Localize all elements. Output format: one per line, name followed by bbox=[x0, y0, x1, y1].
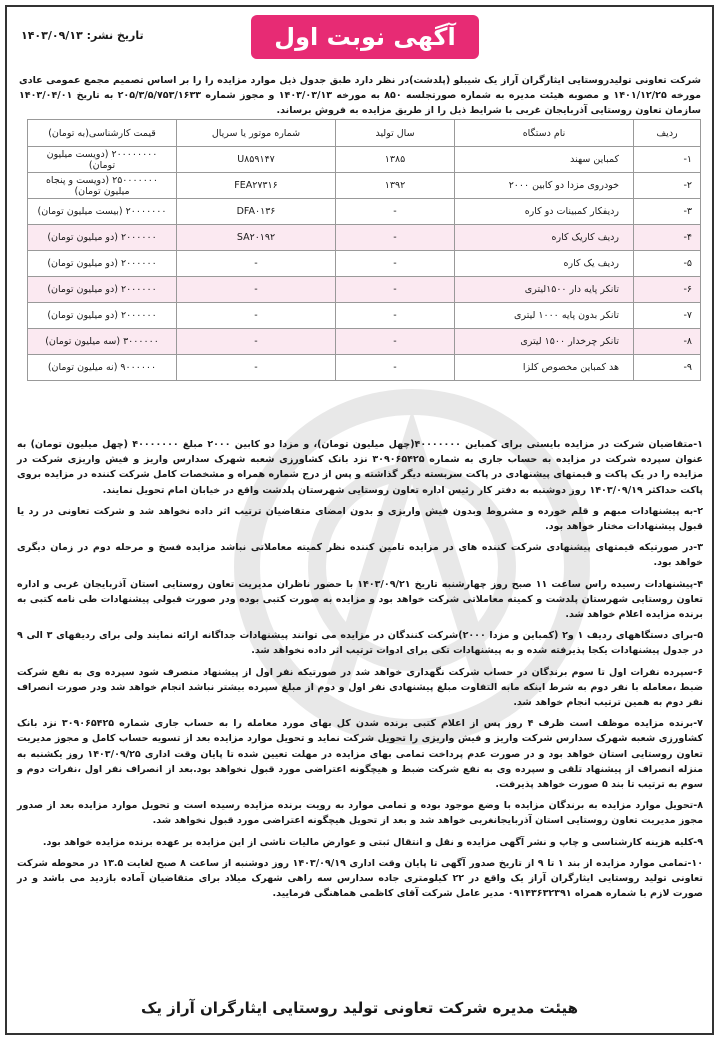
row-no: ۶- bbox=[634, 277, 701, 303]
row-no: ۳- bbox=[634, 199, 701, 225]
row-name: ردیف کاریک کاره bbox=[455, 225, 634, 251]
table-row bbox=[28, 199, 701, 225]
conditions-section bbox=[17, 437, 703, 907]
row-price: ۹۰۰۰۰۰۰ (نه میلیون تومان) bbox=[28, 355, 177, 381]
table-row bbox=[28, 355, 701, 381]
row-year: ۱۳۸۵ bbox=[336, 147, 455, 173]
publish-date: تاریخ نشر: ۱۴۰۳/۰۹/۱۳ bbox=[21, 29, 144, 42]
row-no: ۵- bbox=[634, 251, 701, 277]
row-serial: FEA۲۷۳۱۶ bbox=[177, 173, 336, 199]
row-price: ۲۰۰۰۰۰۰۰۰ (دویست میلیون تومان) bbox=[28, 147, 177, 173]
row-year: - bbox=[336, 199, 455, 225]
col-header-no: ردیف bbox=[634, 120, 701, 147]
row-name: ردیف یک کاره bbox=[455, 251, 634, 277]
board-signature: هیئت مدیره شرکت تعاونی تولید روستایی ایثارگران آراز یک bbox=[140, 999, 579, 1017]
condition-item: ۱۰-تمامی موارد مزایده از بند ۱ تا ۹ از تاریخ صدور آگهی تا پایان وقت اداری ۱۴۰۳/۰۹/۱۹ روز دوشنبه از ساعت ۸ صبح لغایت ۱۳.۵ در محوطه شرکت تعاونی تولید روستایی ایثارگران آراز یک واقع در ۲۲ کیلومتری جاده سدارس سه راهی شهرک میلاد برای متقاضیان آماده بازدید می باشد و در صورت لازم با شماره همراه ۰۹۱۴۳۶۳۲۳۹۱ مدیر عامل شرکت آقای کاظمی هماهنگی فرمایید. bbox=[17, 857, 704, 900]
condition-item: ۷-برنده مزایده موظف است ظرف ۴ روز پس از اعلام کتبی برنده شدن کل بهای مورد معامله را به حساب جاری شماره ۳۰۹۰۶۵۴۲۵ نزد بانک کشاورزی شعبه شهرک سدارس شرکت واریز و فیش واریزی را تحویل شرکت نماید و تحویل موارد مزایده بعد از تسویه حساب کامل و مجوز مدیریت تعاون روستایی استان خواهد بود و در صورت عدم پرداخت تمامی بهای مزایده در مهلت تعیین شده تا پایان وقت اداری ۱۴۰۳/۰۹/۲۵ روز یکشنبه به منزله انصراف از پیشنهاد تلقی و سپرده وی به نفع شرکت ضبط و هیچگونه اعتراضی مورد قبول نخواهد بود.بعد از انصراف نفر اول ،نفرات دوم و سوم به ترتیب تا بند ۵ صورت خواهد پذیرفت. bbox=[17, 718, 703, 791]
row-serial: - bbox=[177, 303, 336, 329]
row-name: تانکر چرخدار ۱۵۰۰ لیتری bbox=[455, 329, 634, 355]
row-serial: - bbox=[177, 277, 336, 303]
table-row bbox=[28, 277, 701, 303]
condition-item: ۲-به پیشنهادات مبهم و قلم خورده و مشروط وبدون فیش واریزی و بدون امضای متقاضیان ترتیب اثر داده نخواهد شد و شرکت تعاونی در رد یا قبول پیشنهادات مختار خواهد بود. bbox=[17, 505, 703, 533]
col-header-price: قیمت کارشناسی(به تومان) bbox=[28, 120, 177, 147]
row-price: ۲۵۰۰۰۰۰۰۰ (دویست و پنجاه میلیون تومان) bbox=[28, 173, 177, 199]
row-price: ۲۰۰۰۰۰۰ (دو میلیون تومان) bbox=[28, 251, 177, 277]
row-no: ۴- bbox=[634, 225, 701, 251]
table-row bbox=[28, 147, 701, 173]
condition-item: ۱-متقاضیان شرکت در مزایده بایستی برای کمباین ۴۰۰۰۰۰۰۰(چهل میلیون تومان)، و مزدا دو کابین ۲۰۰۰ مبلغ ۴۰۰۰۰۰۰۰ (چهل میلیون تومان) به عنوان سپرده شرکت در مزایده به حساب جاری به شماره ۳۰۹۰۶۵۴۲۵ نزد بانک کشاورزی شعبه شهرک سدارس واریز و فیش واریزی شرکت در مزایده را در یک پاکت و قیمتهای پیشنهادی در پاکت سربسته دیگر گذاشته و پس از درج شماره همراه و مشخصات کامل شرکت کننده در مزایده بروی پاکت حداکثر ۱۴۰۳/۰۹/۱۹ روز دوشنبه به دفتر کار رئیس اداره تعاون روستایی شهرستان پلدشت واقع در خیابان امام تحویل نمایند. bbox=[17, 439, 703, 496]
row-name: ردیفکار کمبینات دو کاره bbox=[455, 199, 634, 225]
table-header-row bbox=[28, 120, 701, 147]
col-header-name: نام دستگاه bbox=[455, 120, 634, 147]
row-serial: - bbox=[177, 251, 336, 277]
condition-item: ۸-تحویل موارد مزایده به برندگان مزایده با وضع موجود بوده و تمامی موارد به رویت برنده مزایده رسیده است و تحویل موارد مزایده بعد از صدور مجوز مدیریت تعاون روستایی استان آذربایجانغربی خواهد شد و بعد از تحویل هیچگونه اعتراضی مورد قبول نخواهد شد. bbox=[17, 800, 703, 827]
row-serial: DFA۰۱۳۶ bbox=[177, 199, 336, 225]
intro-paragraph: شرکت تعاونی تولیدروستایی ایثارگران آراز یک شیبلو (پلدشت)در نظر دارد طبق جدول ذیل موارد مزایده را را بر اساس تصمیم مجمع عمومی عادی مورخه ۱۴۰۱/۱۲/۲۵ و مصوبه هیئت مدیره به شماره صورتجلسه ۸۵۰ به مورخه ۱۴۰۳/۰۳/۱۳ و مجوز شماره ۲۰۵/۳/۵/۷۵۳/۱۶۳۳ به تاریخ ۱۴۰۳/۰۴/۰۱ سازمان تعاون روستایی آذربایجان غربی با شرایط ذیل را از طریق مزایده به فروش برساند. bbox=[19, 75, 701, 116]
row-serial: - bbox=[177, 355, 336, 381]
row-year: - bbox=[336, 225, 455, 251]
row-no: ۹- bbox=[634, 355, 701, 381]
row-no: ۷- bbox=[634, 303, 701, 329]
row-no: ۸- bbox=[634, 329, 701, 355]
row-price: ۲۰۰۰۰۰۰ (دو میلیون تومان) bbox=[28, 277, 177, 303]
items-table bbox=[27, 119, 701, 381]
table-row bbox=[28, 225, 701, 251]
notice-title: آگهی نوبت اول bbox=[251, 15, 479, 59]
condition-item: ۹-کلیه هزینه کارشناسی و چاپ و نشر آگهی مزایده و نقل و انتقال ثبتی و عوارض مالیات ناشی از این مزایده بر عهده برنده مزایده خواهد بود. bbox=[42, 836, 703, 848]
table-row bbox=[28, 303, 701, 329]
row-name: تانکر بدون پایه ۱۰۰۰ لیتری bbox=[455, 303, 634, 329]
row-year: - bbox=[336, 251, 455, 277]
row-year: - bbox=[336, 303, 455, 329]
row-no: ۲- bbox=[634, 173, 701, 199]
row-price: ۲۰۰۰۰۰۰ (دو میلیون تومان) bbox=[28, 225, 177, 251]
notice-frame bbox=[5, 5, 714, 1035]
row-year: - bbox=[336, 277, 455, 303]
col-header-serial: شماره موتور یا سریال bbox=[177, 120, 336, 147]
table-row bbox=[28, 251, 701, 277]
row-price: ۲۰۰۰۰۰۰ (دو میلیون تومان) bbox=[28, 303, 177, 329]
row-serial: U۸۵۹۱۴۷ bbox=[177, 147, 336, 173]
table-row bbox=[28, 329, 701, 355]
col-header-year: سال تولید bbox=[336, 120, 455, 147]
row-no: ۱- bbox=[634, 147, 701, 173]
condition-item: ۴-پیشنهادات رسیده راس ساعت ۱۱ صبح روز چهارشنبه تاریخ ۱۴۰۳/۰۹/۲۱ با حضور ناظران مدیریت تعاون روستایی استان آذربایجان غربی و اداره تعاون روستایی شهرستان پلدشت و کمیته معاملاتی شرکت خواهد بود و مزایده به صورت کتبی بوده ودر صورت قبولی پیشنهادات طی نامه کتبی به برنده مزایده اعلام خواهد شد. bbox=[17, 578, 703, 621]
row-year: - bbox=[336, 329, 455, 355]
condition-item: ۵-برای دستگاههای ردیف ۱ و۲ (کمباین و مزدا ۲۰۰۰)شرکت کنندگان در مزایده می توانند پیشنهادات جداگانه ارائه نمایند ولی برای ردیفهای ۳ الی ۹ در جدول پیشنهادات یکجا پذیرفته شده و به پیشنهادات تکی برای ادوات ترتیب اثر داده نخواهد شد. bbox=[17, 630, 704, 657]
row-name: کمباین سهند bbox=[455, 147, 634, 173]
condition-item: ۳-در صورتیکه قیمتهای پیشنهادی شرکت کننده های در مزایده تامین کننده نظر کمیته معاملاتی نباشد مزایده فسخ و مرحله دوم در زمان دیگری خواهد بود. bbox=[17, 542, 703, 569]
row-name: خودروی مزدا دو کابین ۲۰۰۰ bbox=[455, 173, 634, 199]
condition-item: ۶-سپرده نفرات اول تا سوم برندگان در حساب شرکت نگهداری خواهد شد در صورتیکه نفر اول از پیشنهاد منصرف شود سپرده وی به نفع شرکت ضبط ،معامله با نفر دوم به شرط اینکه مابه التفاوت مبلغ پیشنهادی نفر اول و دوم از مبلغ سپرده بیشتر نباشد انجام خواهد شد ودر صورت انصراف نفر دوم به همین ترتیب انجام خواهد شد. bbox=[17, 666, 703, 709]
row-name: تانکر پایه دار ۱۵۰۰لیتری bbox=[455, 277, 634, 303]
header bbox=[7, 7, 712, 69]
row-price: ۳۰۰۰۰۰۰ (سه میلیون تومان) bbox=[28, 329, 177, 355]
table-row bbox=[28, 173, 701, 199]
row-serial: SA۲۰۱۹۲ bbox=[177, 225, 336, 251]
row-name: هد کمباین مخصوص کلزا bbox=[455, 355, 634, 381]
row-year: - bbox=[336, 355, 455, 381]
row-serial: - bbox=[177, 329, 336, 355]
row-year: ۱۳۹۲ bbox=[336, 173, 455, 199]
row-price: ۲۰۰۰۰۰۰۰ (بیست میلیون تومان) bbox=[28, 199, 177, 225]
